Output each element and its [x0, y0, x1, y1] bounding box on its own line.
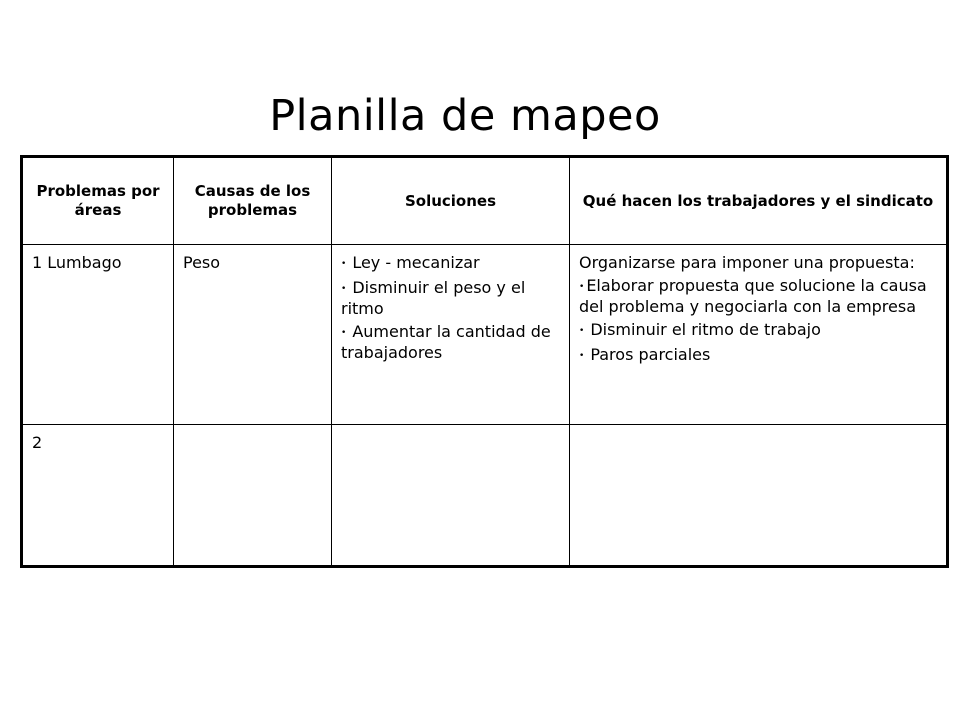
column-header-actions: Qué hacen los trabajadores y el sindicato	[570, 157, 948, 245]
solutions-list	[341, 253, 563, 362]
solution-text: Aumentar la cantidad de trabajadores	[341, 322, 551, 362]
bullet-icon: •	[579, 282, 585, 292]
list-item	[341, 253, 563, 274]
bullet-icon: •	[341, 284, 347, 294]
list-item	[341, 278, 563, 318]
mapping-table-container	[20, 155, 946, 568]
page-title: Planilla de mapeo	[269, 90, 661, 141]
column-header-solutions: Soluciones	[332, 157, 570, 245]
bullet-icon: •	[341, 259, 347, 269]
cause-cell	[174, 425, 332, 567]
list-item	[341, 322, 563, 362]
bullet-icon: •	[579, 351, 585, 361]
bullet-icon: •	[341, 328, 347, 338]
solution-text: Ley - mecanizar	[352, 253, 480, 272]
action-text: Disminuir el ritmo de trabajo	[590, 320, 821, 339]
table-header-row	[22, 157, 948, 245]
column-header-problems: Problemas por áreas	[22, 157, 174, 245]
actions-cell	[570, 245, 948, 425]
mapping-table	[20, 155, 949, 568]
solution-text: Disminuir el peso y el ritmo	[341, 278, 526, 318]
solutions-cell	[332, 425, 570, 567]
actions-list	[579, 276, 940, 366]
column-header-causes: Causas de los problemas	[174, 157, 332, 245]
solutions-cell	[332, 245, 570, 425]
table-row	[22, 245, 948, 425]
list-item	[579, 345, 940, 366]
table-row	[22, 425, 948, 567]
action-text: Paros parciales	[590, 345, 711, 364]
list-item	[579, 320, 940, 341]
problem-cell: 2	[22, 425, 174, 567]
actions-intro: Organizarse para imponer una propuesta:	[579, 253, 915, 272]
problem-cell: 1 Lumbago	[22, 245, 174, 425]
list-item	[579, 276, 940, 316]
bullet-icon: •	[579, 326, 585, 336]
cause-cell: Peso	[174, 245, 332, 425]
actions-cell	[570, 425, 948, 567]
action-text: Elaborar propuesta que solucione la causa del problema y negociarla con la empresa	[579, 276, 927, 316]
